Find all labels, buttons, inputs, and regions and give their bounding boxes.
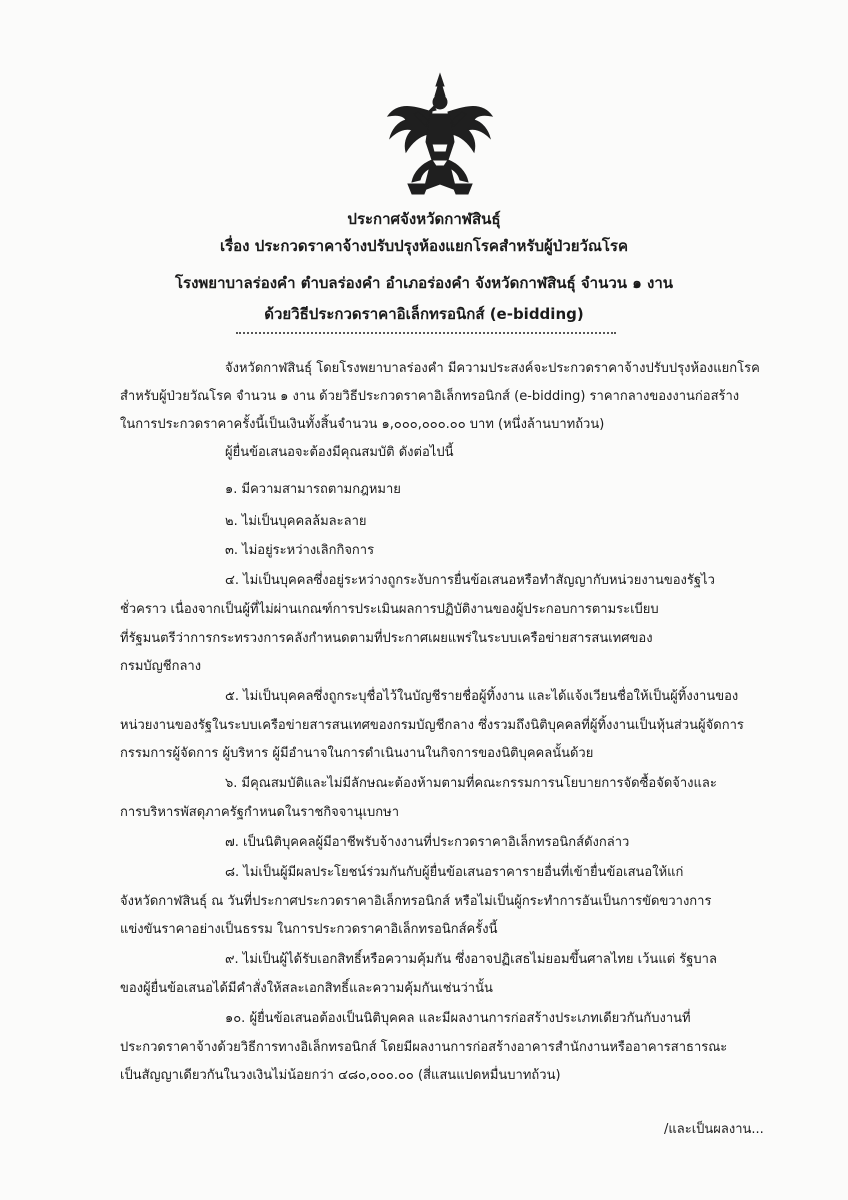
list-item: ๖. มีคุณสมบัติและไม่มีลักษณะต้องห้ามตามที่คณะกรรมการนโยบายการจัดซื้อจัดจ้างและ xyxy=(225,776,717,791)
body-line: ในการประกวดราคาครั้งนี้เป็นเงินทั้งสิ้นจำนวน ๑,๐๐๐,๐๐๐.๐๐ บาท (หนึ่งล้านบาทถ้วน) xyxy=(120,417,605,432)
announcement-title: ประกาศจังหวัดกาฬสินธุ์ xyxy=(347,210,501,228)
body-line: กรรมการผู้จัดการ ผู้บริหาร ผู้มีอำนาจในการดำเนินงานในกิจการของนิติบุคคลนั้นด้วย xyxy=(120,746,594,761)
body-line: ผู้ยื่นข้อเสนอจะต้องมีคุณสมบัติ ดังต่อไปนี้ xyxy=(225,445,454,460)
body-line: การบริหารพัสดุภาครัฐกำหนดในราชกิจจานุเบกษา xyxy=(120,805,400,820)
body-line: จังหวัดกาฬสินธุ์ ณ วันที่ประกาศประกวดราคาอิเล็กทรอนิกส์ หรือไม่เป็นผู้กระทำการอันเป็นการขัดขวางการ xyxy=(120,894,712,909)
body-line: ของผู้ยื่นข้อเสนอได้มีคำสั่งให้สละเอกสิทธิ์และความคุ้มกันเช่นว่านั้น xyxy=(120,981,493,996)
continuation-note: /และเป็นผลงาน... xyxy=(664,1122,764,1137)
body-line: แข่งขันราคาอย่างเป็นธรรม ในการประกวดราคาอิเล็กทรอนิกส์ครั้งนี้ xyxy=(120,922,498,937)
body-line: ชั่วคราว เนื่องจากเป็นผู้ที่ไม่ผ่านเกณฑ์การประเมินผลการปฏิบัติงานของผู้ประกอบการตามระเบียบ xyxy=(120,602,659,617)
list-item: ๑. มีความสามารถตามกฎหมาย xyxy=(225,482,401,497)
body-line: หน่วยงานของรัฐในระบบเครือข่ายสารสนเทศของกรมบัญชีกลาง ซึ่งรวมถึงนิติบุคคลที่ผู้ทิ้งงานเป็นหุ้นส่วนผู้จัดการ xyxy=(120,718,744,733)
announcement-method: ด้วยวิธีประกวดราคาอิเล็กทรอนิกส์ (e-bidding) xyxy=(264,305,584,323)
list-item: ๙. ไม่เป็นผู้ได้รับเอกสิทธิ์หรือความคุ้มกัน ซึ่งอาจปฏิเสธไม่ยอมขึ้นศาลไทย เว้นแต่ รัฐบาล xyxy=(225,952,717,967)
list-item: ๗. เป็นนิติบุคคลผู้มีอาชีพรับจ้างงานที่ประกวดราคาอิเล็กทรอนิกส์ดังกล่าว xyxy=(225,835,630,850)
list-item: ๕. ไม่เป็นบุคคลซึ่งถูกระบุชื่อไว้ในบัญชีรายชื่อผู้ทิ้งงาน และได้แจ้งเวียนชื่อให้เป็นผู้ทิ้งงานของ xyxy=(225,689,739,704)
dotted-divider xyxy=(236,332,616,334)
list-item: ๓. ไม่อยู่ระหว่างเลิกกิจการ xyxy=(225,543,375,558)
garuda-emblem-icon xyxy=(384,72,496,200)
body-line: ประกวดราคาจ้างด้วยวิธีการทางอิเล็กทรอนิกส์ โดยมีผลงานการก่อสร้างอาคารสำนักงานหรืออาคารสาธารณะ xyxy=(120,1040,728,1055)
list-item: ๔. ไม่เป็นบุคคลซึ่งอยู่ระหว่างถูกระงับการยื่นข้อเสนอหรือทำสัญญากับหน่วยงานของรัฐไว xyxy=(225,573,715,588)
list-item: ๒. ไม่เป็นบุคคลล้มละลาย xyxy=(225,514,367,529)
body-line: กรมบัญชีกลาง xyxy=(120,659,202,674)
list-item: ๑๐. ผู้ยื่นข้อเสนอต้องเป็นนิติบุคคล และมีผลงานการก่อสร้างประเภทเดียวกันกับงานที่ xyxy=(225,1011,691,1026)
announcement-subject: เรื่อง ประกวดราคาจ้างปรับปรุงห้องแยกโรคสำหรับผู้ป่วยวัณโรค xyxy=(219,237,629,255)
body-line: ที่รัฐมนตรีว่าการกระทรวงการคลังกำหนดตามที่ประกาศเผยแพร่ในระบบเครือข่ายสารสนเทศของ xyxy=(120,631,653,646)
body-line: เป็นสัญญาเดียวกันในวงเงินไม่น้อยกว่า ๔๘๐,๐๐๐.๐๐ (สี่แสนแปดหมื่นบาทถ้วน) xyxy=(120,1068,561,1083)
body-line: สำหรับผู้ป่วยวัณโรค จำนวน ๑ งาน ด้วยวิธีประกวดราคาอิเล็กทรอนิกส์ (e-bidding) ราคากลางของงานก่อสร้าง xyxy=(120,389,740,404)
announcement-location: โรงพยาบาลร่องคำ ตำบลร่องคำ อำเภอร่องคำ จังหวัดกาฬสินธุ์ จำนวน ๑ งาน xyxy=(174,274,674,292)
list-item: ๘. ไม่เป็นผู้มีผลประโยชน์ร่วมกันกับผู้ยื่นข้อเสนอราคารายอื่นที่เข้ายื่นข้อเสนอให้แก่ xyxy=(225,865,684,880)
body-line: จังหวัดกาฬสินธุ์ โดยโรงพยาบาลร่องคำ มีความประสงค์จะประกวดราคาจ้างปรับปรุงห้องแยกโรค xyxy=(225,361,760,376)
